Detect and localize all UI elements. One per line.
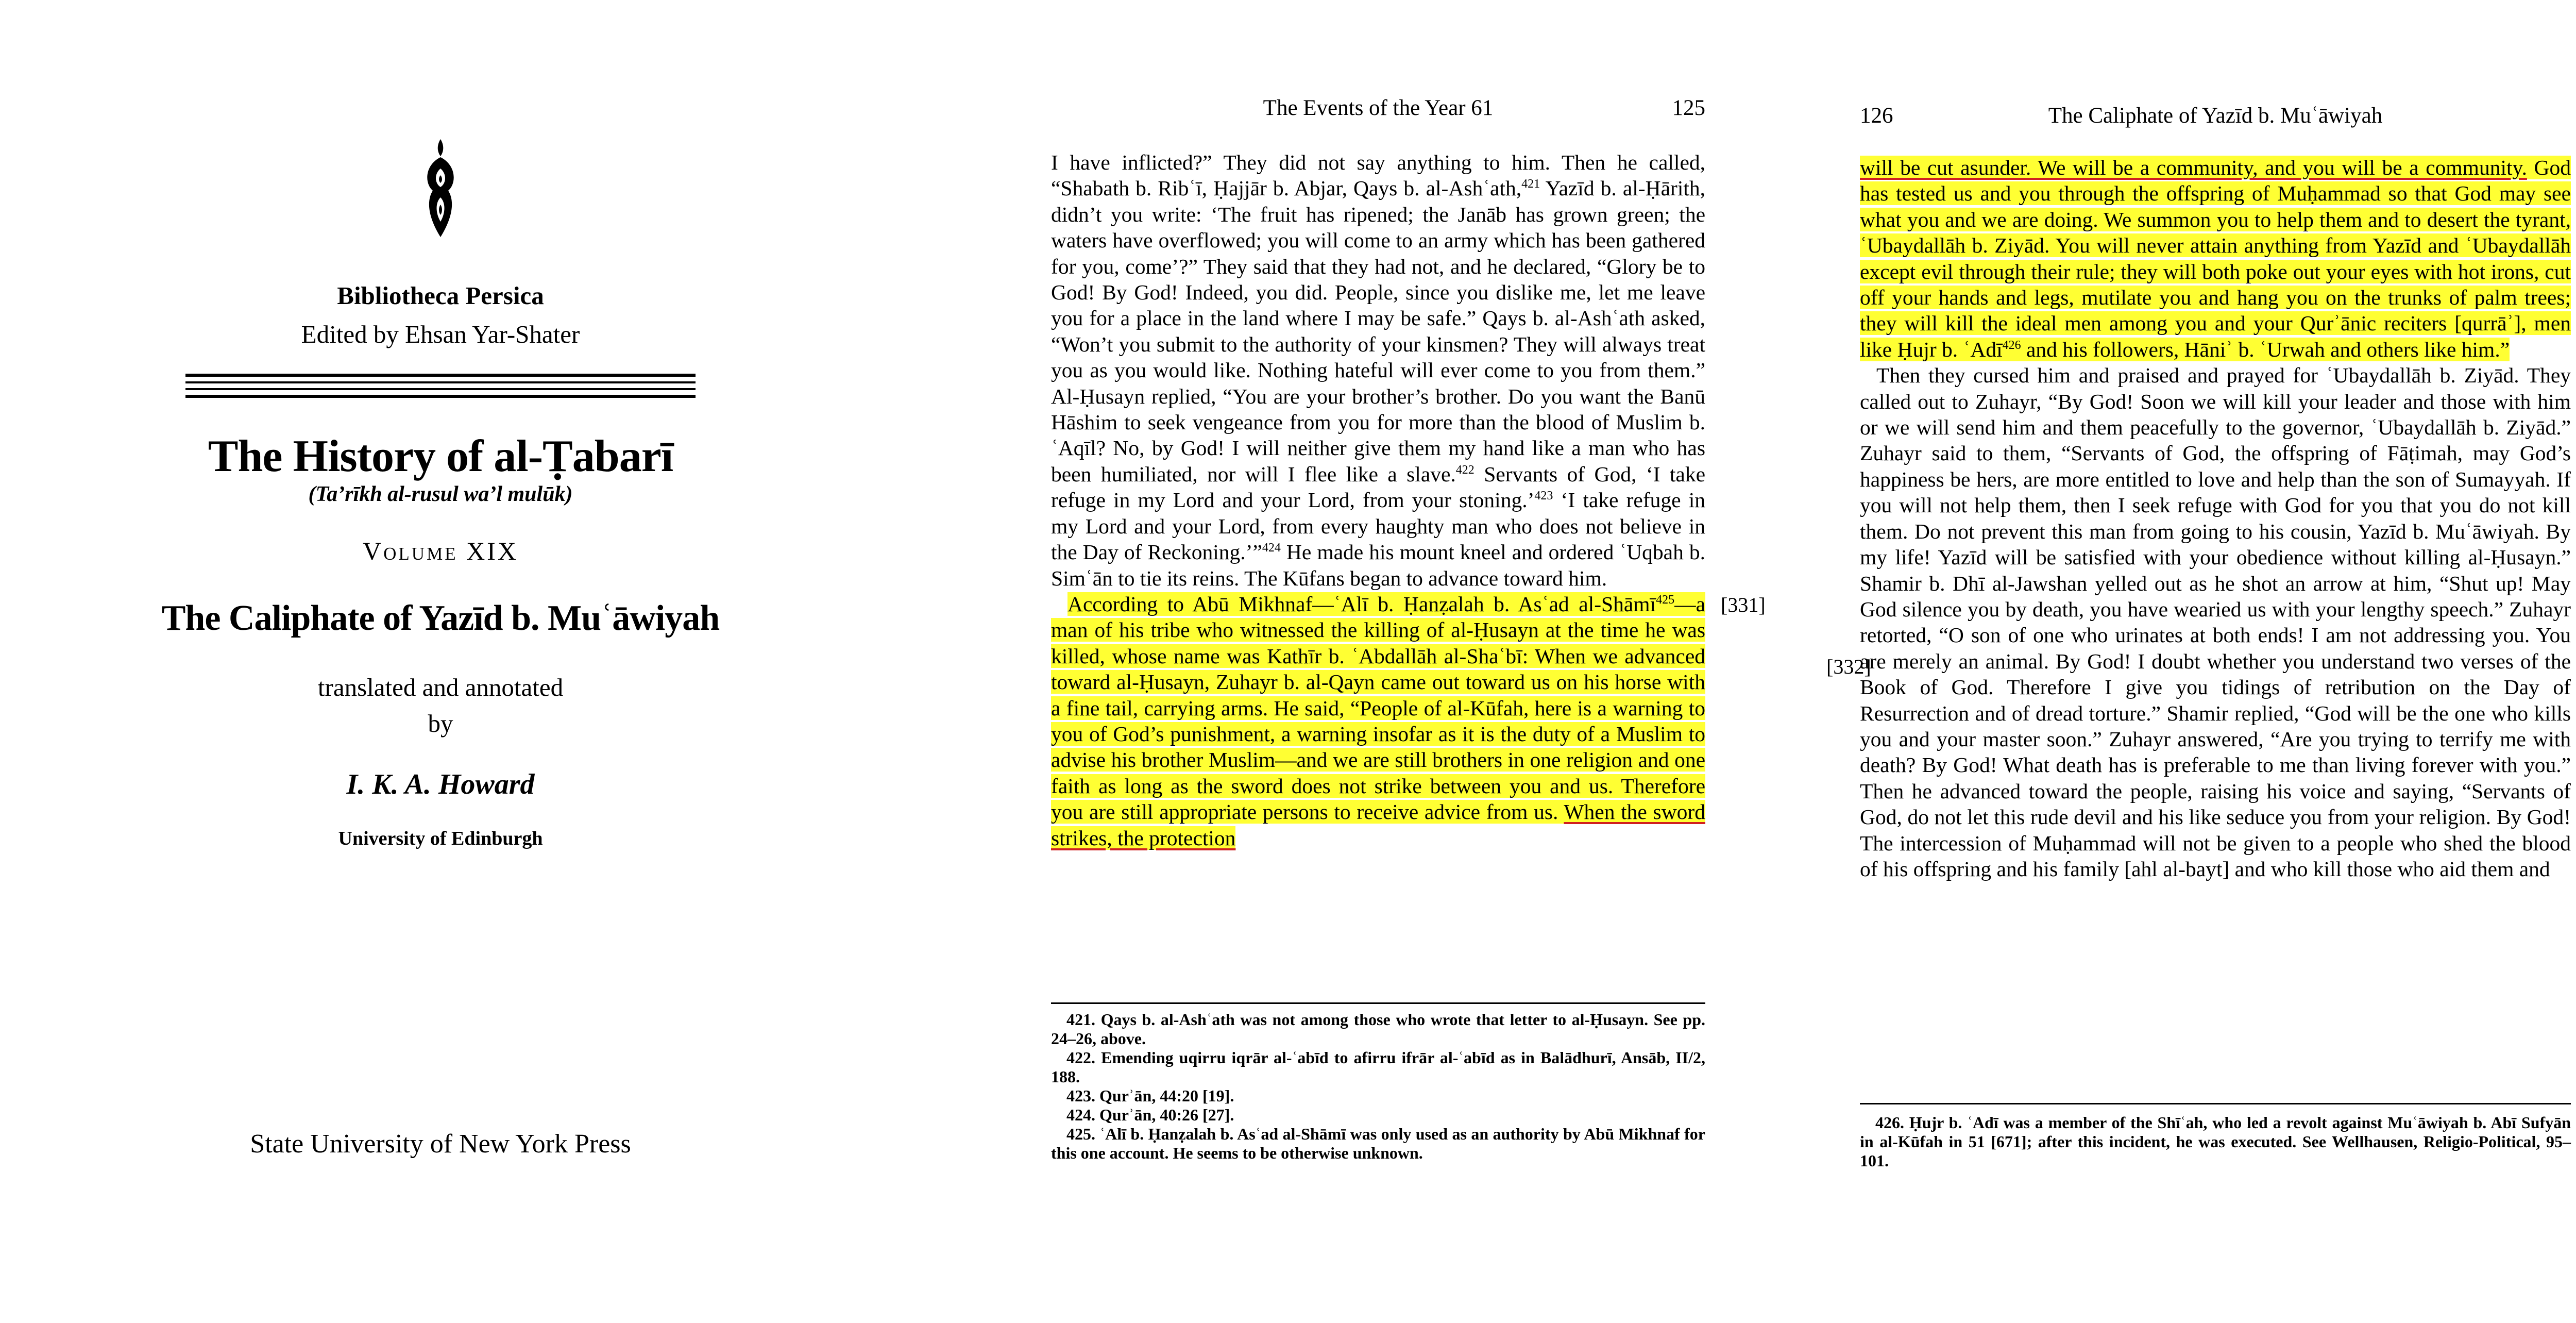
title-page <box>134 0 747 1323</box>
translated-line: translated and annotated <box>317 673 564 701</box>
page-125 <box>1051 0 1705 1323</box>
footnote: 423. Qurʾān, 44:20 [19]. <box>1066 1086 1234 1105</box>
margin-page-ref: [332] <box>1826 655 1871 678</box>
paragraph <box>1051 149 1705 591</box>
footnote: 421. Qays b. al-Ashʿath was not among those who wrote that letter to al-Ḥusayn. See pp. 24–26, above. <box>1051 1010 1705 1048</box>
running-head <box>1860 103 2571 134</box>
highlighted-paragraph <box>1051 591 1705 851</box>
text-run: and his followers, Hāniʾ b. ʿUrwah and others like him.” <box>2021 337 2510 361</box>
text-run: —a man of his tribe who witnessed the killing of al-Ḥusayn at the time he was killed, whose name was Kathīr b. ʿAbdallāh al-Shaʿbī: When we advanced toward al-Ḥusayn, Zuhayr b. al-Qayn came out toward us on his horse with a fine tail, carrying arms. He said, “People of al-Kūfah, here is a warning to you of God’s punishment, a warning insofar as it is the duty of a Muslim to advise his brother Muslim—and we are still brothers in one religion and one faith as long as the sword does not strike between you and us. Therefore you are still appropriate persons to receive advice from us. <box>1051 592 1705 824</box>
footnote-ref[interactable]: 424 <box>1262 541 1281 555</box>
page-number: 126 <box>1860 104 1893 128</box>
footnote: 424. Qurʾān, 40:26 [27]. <box>1066 1106 1234 1124</box>
footnote: 425. ʿAlī b. Ḥanẓalah b. Asʿad al-Shāmī was only used as an authority by Abū Mikhnaf for this one account. He seems to be otherwise unknown. <box>1051 1125 1705 1162</box>
page-126 <box>1860 0 2571 1323</box>
by-line: by <box>428 709 453 738</box>
text-run: He made his mount kneel and ordered ʿUqbah b. Simʿān to tie its reins. The Kūfans began to advance toward him. <box>1051 540 1705 590</box>
running-head <box>1051 95 1705 126</box>
page-body <box>1051 149 1705 851</box>
text-run: ‘I take refuge in my Lord and your Lord, from every haughty man who does not believe in the Day of Reckoning.’” <box>1051 488 1705 564</box>
footnote: 426. Ḥujr b. ʿAdī was a member of the Shīʿah, who led a revolt against Muʿāwiyah b. Abī Sufyān in al-Kūfah in 51 [671]; after this incident, he was executed. See Wellhausen, Religio-Political, 95–101. <box>1860 1113 2571 1170</box>
book-subtitle: (Ta’rīkh al-rusul wa’l mulūk) <box>308 482 573 506</box>
text-run: According to Abū Mikhnaf—ʿAlī b. Ḥanẓalah b. Asʿad al-Shāmī <box>1067 592 1656 616</box>
series-name: Bibliotheca Persica <box>337 281 544 310</box>
footnotes <box>1860 1113 2571 1170</box>
text-run: God has tested us and you through the offspring of Muḥammad so that God may see what you and we are doing. We summon you to help them and to desert the tyrant, ʿUbaydallāh b. Ziyād. You will never attain anything from Yazīd and ʿUbaydallāh except evil through their rule; they will both poke out your eyes with hot irons, cut off your hands and legs, mutilate you and hang you on the trunks of palm trees; they will kill the ideal men among you and your Qurʾānic reciters [qurrāʾ], men like Ḥujr b. ʿAdī <box>1860 156 2571 361</box>
text-run: Yazīd b. al-Ḥārith, didn’t you write: ‘The fruit has ripened; the Janāb has grown green; the waters have overflowed; you will come to an army which has been gathered for you, come’?” They said that they had not, and he declared, “Glory be to God! By God! Indeed, you did. People, since you dislike me, let me leave you for a place in the land where I may be safe.” Qays b. al-Ashʿath asked, “Won’t you submit to the authority of your kinsmen? They will always treat you as you would like. Nothing hateful will ever come to you from them.” Al-Ḥusayn replied, “You are your brother’s brother. Do you want the Banū Hāshim to seek vengeance from you for more than the blood of Muslim b. ʿAqīl? No, by God! I will neither give them my hand like a man who has been humiliated, nor will I flee like a slave. <box>1051 176 1706 486</box>
title-rules <box>185 374 696 403</box>
running-head-title: The Events of the Year 61 <box>1263 96 1494 120</box>
footnote-divider <box>1051 1002 1705 1004</box>
volume-title: The Caliphate of Yazīd b. Muʿāwiyah <box>161 598 720 638</box>
footnote-ref[interactable]: 425 <box>1656 593 1675 607</box>
text-run: Servants of God, ‘I take refuge in my Lord and your Lord, from your stoning.’ <box>1051 462 1705 512</box>
footnote-ref[interactable]: 422 <box>1455 463 1475 477</box>
page-number: 125 <box>1672 96 1705 120</box>
paragraph: Then they cursed him and praised and prayed for ʿUbaydallāh b. Ziyād. They called out to Zuhayr, “By God! Soon we will kill your leader and those with him or we will send him and them peacefully to the governor, ʿUbaydallāh b. Ziyād.” Zuhayr said to them, “Servants of God, the offspring of Fāṭimah, may God’s happiness be hers, are more entitled to love and help than the son of Sumayyah. If you will not help them, then I seek refuge with God for you that you do not kill them. Do not prevent this man from going to his cousin, Yazīd b. Muʿāwiyah. By my life! Yazīd will be satisfied with your obedience without killing al-Ḥusayn.” Shamir b. Dhī al-Jawshan yelled out as he shot an arrow at him, “Shut up! May God silence you by death, you have wearied us with your lengthy speech.” Zuhayr retorted, “O son of one who urinates at both ends! I am not addressing you. You are merely an animal. By God! I doubt whether you understand two verses of the Book of God. Therefore I give you tidings of retribution on the Day of Resurrection and of dread torture.” Shamir replied, “God will be the one who kills you and your master soon.” Zuhayr answered, “Are you trying to terrify me with death? By God! What death has is preferable to me than living forever with you.” Then he advanced toward the people, raising his voice and saying, “Servants of God, do not let this rude devil and his like seduce you from your religion. By God! The intercession of Muḥammad will not be given to a people who shed the blood of his offspring and his family [ahl al-bayt] and who kill those who aid them and <box>1860 363 2571 881</box>
text-run: I have inflicted?” They did not say anything to him. Then he called, “Shabath b. Ribʿī, Ḥajjār b. Abjar, Qays b. al-Ashʿath, <box>1051 150 1705 200</box>
highlighted-paragraph <box>1860 155 2571 362</box>
underlined-text: When the sword strikes, the protection <box>1051 800 1705 850</box>
footnote-divider <box>1860 1103 2571 1104</box>
book-title: The History of al-Ṭabarī <box>208 431 673 481</box>
translator-name: I. K. A. Howard <box>346 768 535 800</box>
margin-page-ref: [331] <box>1721 593 1766 616</box>
volume-number: Volume XIX <box>363 537 518 565</box>
footnote-ref[interactable]: 423 <box>1534 489 1553 503</box>
footnote-ref[interactable]: 426 <box>2002 339 2021 353</box>
footnotes <box>1051 1010 1705 1163</box>
translator-affiliation: University of Edinburgh <box>338 828 543 849</box>
underlined-text: will be cut asunder. We will be a community, and you will be a community. <box>1860 156 2527 179</box>
fleuron-ornament-icon <box>415 137 466 240</box>
page-body <box>1860 155 2571 882</box>
series-editor: Edited by Ehsan Yar-Shater <box>301 320 580 348</box>
publisher: State University of New York Press <box>250 1129 631 1159</box>
footnote: 422. Emending uqirru iqrār al-ʿabīd to afirru ifrār al-ʿabīd as in Balādhurī, Ansāb, II/2, 188. <box>1051 1048 1705 1086</box>
highlight <box>1051 592 1705 850</box>
footnote-ref[interactable]: 421 <box>1521 177 1540 191</box>
running-head-title: The Caliphate of Yazīd b. Muʿāwiyah <box>2048 104 2383 128</box>
highlight <box>1860 156 2571 361</box>
